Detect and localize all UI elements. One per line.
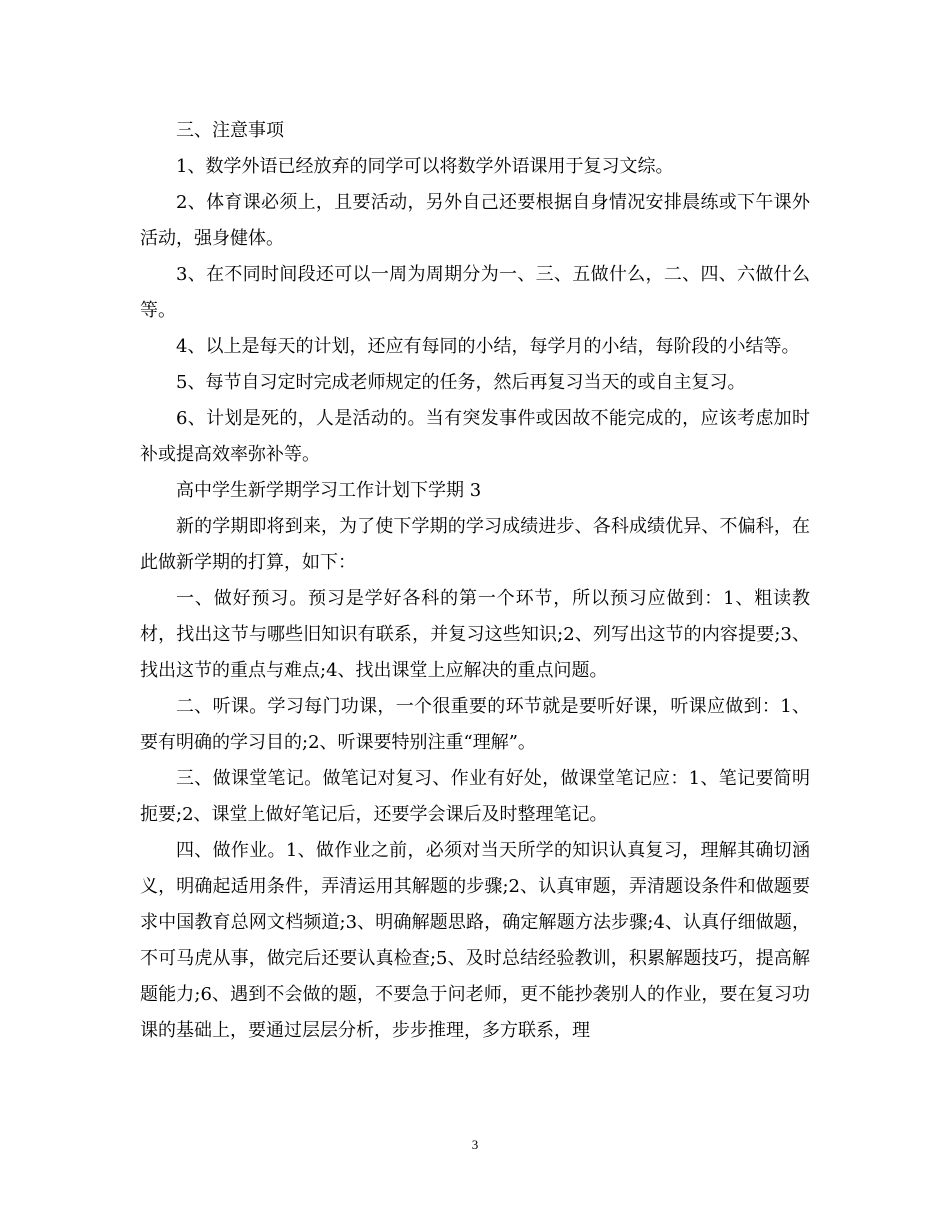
section-title: 高中学生新学期学习工作计划下学期 3	[176, 480, 482, 501]
step-paragraph-1: 一、做好预习。预习是学好各科的第一个环节，所以预习应做到：1、粗读教材，找出这节与哪些旧知识有联系，并复习这些知识;2、列写出这节的内容提要;3、找出这节的重点与难点;4、找出课堂上应解决的重点问题。	[140, 588, 810, 681]
notes-heading: 三、注意事项	[176, 120, 284, 141]
note-paragraph-3: 3、在不同时间段还可以一周为周期分为一、三、五做什么，二、四、六做什么等。	[140, 264, 810, 321]
note-paragraph-4: 4、以上是每天的计划，还应有每同的小结，每学月的小结，每阶段的小结等。	[176, 336, 800, 357]
note-paragraph-2: 2、体育课必须上，且要活动，另外自己还要根据自身情况安排晨练或下午课外活动，强身健体。	[140, 192, 810, 249]
note-paragraph-1: 1、数学外语已经放弃的同学可以将数学外语课用于复习文综。	[176, 156, 674, 177]
note-paragraph-6: 6、计划是死的，人是活动的。当有突发事件或因故不能完成的，应该考虑加时补或提高效率弥补等。	[140, 408, 810, 465]
page-number: 3	[471, 1137, 479, 1152]
step-paragraph-2: 二、听课。学习每门功课，一个很重要的环节就是要听好课，听课应做到：1、要有明确的学习目的;2、听课要特别注重“理解”。	[140, 696, 810, 753]
document-body	[140, 113, 810, 1049]
note-paragraph-5: 5、每节自习定时完成老师规定的任务，然后再复习当天的或自主复习。	[176, 372, 746, 393]
intro-paragraph: 新的学期即将到来，为了使下学期的学习成绩进步、各科成绩优异、不偏科，在此做新学期的打算，如下：	[140, 516, 810, 573]
step-paragraph-3: 三、做课堂笔记。做笔记对复习、作业有好处，做课堂笔记应：1、笔记要简明扼要;2、课堂上做好笔记后，还要学会课后及时整理笔记。	[140, 768, 810, 825]
step-paragraph-4: 四、做作业。1、做作业之前，必须对当天所学的知识认真复习，理解其确切涵义，明确起适用条件，弄清运用其解题的步骤;2、认真审题，弄清题设条件和做题要求中国教育总网文档频道;3、明确解题思路，确定解题方法步骤;4、认真仔细做题，不可马虎从事，做完后还要认真检查;5、及时总结经验教训，积累解题技巧，提高解题能力;6、遇到不会做的题，不要急于问老师，更不能抄袭别人的作业，要在复习功课的基础上，要通过层层分析，步步推理，多方联系，理	[140, 840, 810, 1041]
